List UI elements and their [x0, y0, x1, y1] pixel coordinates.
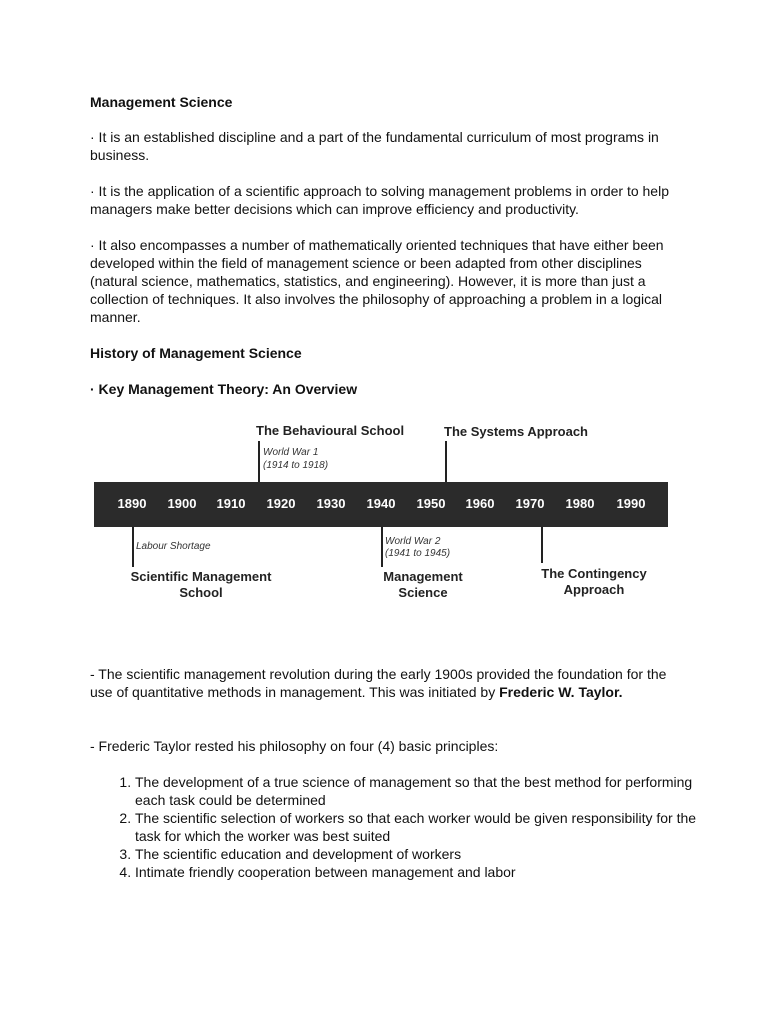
- management-science-line-1: Management: [383, 569, 463, 584]
- world-war-2-dates: (1941 to 1945): [385, 548, 451, 559]
- systems-approach-marker: [445, 441, 447, 482]
- taylor-name: Frederic W. Taylor.: [499, 684, 623, 700]
- year-label: 1980: [565, 496, 595, 511]
- list-item: 4. Intimate friendly cooperation between management and labor: [135, 863, 725, 881]
- behavioural-school-marker: [258, 441, 260, 482]
- list-item: 2. The scientific selection of workers so that each worker would be given responsibility for the task for which the worker was best suited: [135, 809, 725, 845]
- key-theory-heading: · Key Management Theory: An Overview: [90, 381, 358, 397]
- scientific-management-label: [126, 569, 276, 601]
- management-theory-timeline: [94, 415, 668, 615]
- management-science-line-2: Science: [398, 585, 448, 600]
- management-science-label: [373, 569, 473, 601]
- scientific-management-line-2: School: [179, 585, 223, 600]
- year-label: 1960: [465, 496, 495, 511]
- year-label: 1950: [416, 496, 446, 511]
- world-war-1-dates: (1914 to 1918): [263, 460, 329, 471]
- year-label: 1990: [616, 496, 646, 511]
- scientific-management-marker: [132, 527, 134, 567]
- year-label: 1900: [167, 496, 197, 511]
- principles-list: [90, 773, 725, 881]
- intro-bullet-1: · It is an established discipline and a part of the fundamental curriculum of most programs in business.: [90, 129, 659, 163]
- page-title: Management Science: [90, 94, 233, 110]
- history-heading: History of Management Science: [90, 345, 302, 361]
- year-label: 1970: [515, 496, 545, 511]
- year-label: 1940: [366, 496, 396, 511]
- year-label: 1910: [216, 496, 246, 511]
- taylor-paragraph-text: - The scientific management revolution during the early 1900s provided the foundation for the use of quantitative methods in management. This was initiated by: [90, 666, 667, 700]
- year-label: 1890: [117, 496, 147, 511]
- list-item: 1. The development of a true science of management so that the best method for performing each task could be determined: [135, 773, 725, 809]
- taylor-paragraph: [90, 665, 680, 701]
- list-item: 3. The scientific education and development of workers: [135, 845, 725, 863]
- year-label: 1920: [266, 496, 296, 511]
- systems-approach-label: The Systems Approach: [444, 424, 589, 439]
- contingency-approach-line-2: Approach: [563, 582, 625, 597]
- world-war-2-note: World War 2: [385, 536, 441, 547]
- intro-bullet-3: · It also encompasses a number of mathematically oriented techniques that have either been developed within the field of management science or been adapted from other disciplines (natural science, mathematics, statistics, and engineering). However, it is more than just a collection of techniques. It also involves the philosophy of approaching a problem in a logical manner.: [90, 237, 664, 325]
- behavioural-school-label: The Behavioural School: [256, 423, 405, 438]
- principles-intro: - Frederic Taylor rested his philosophy on four (4) basic principles:: [90, 738, 499, 754]
- contingency-approach-label: [534, 566, 654, 598]
- scientific-management-line-1: Scientific Management: [130, 569, 272, 584]
- intro-bullet-2: · It is the application of a scientific approach to solving management problems in order to help managers make better decisions which can improve efficiency and productivity.: [90, 183, 669, 217]
- world-war-1-note: World War 1: [263, 447, 319, 458]
- year-label: 1930: [316, 496, 346, 511]
- contingency-approach-marker: [541, 527, 543, 563]
- management-science-marker: [381, 527, 383, 567]
- labour-shortage-note: Labour Shortage: [136, 541, 211, 552]
- contingency-approach-line-1: The Contingency: [541, 566, 647, 581]
